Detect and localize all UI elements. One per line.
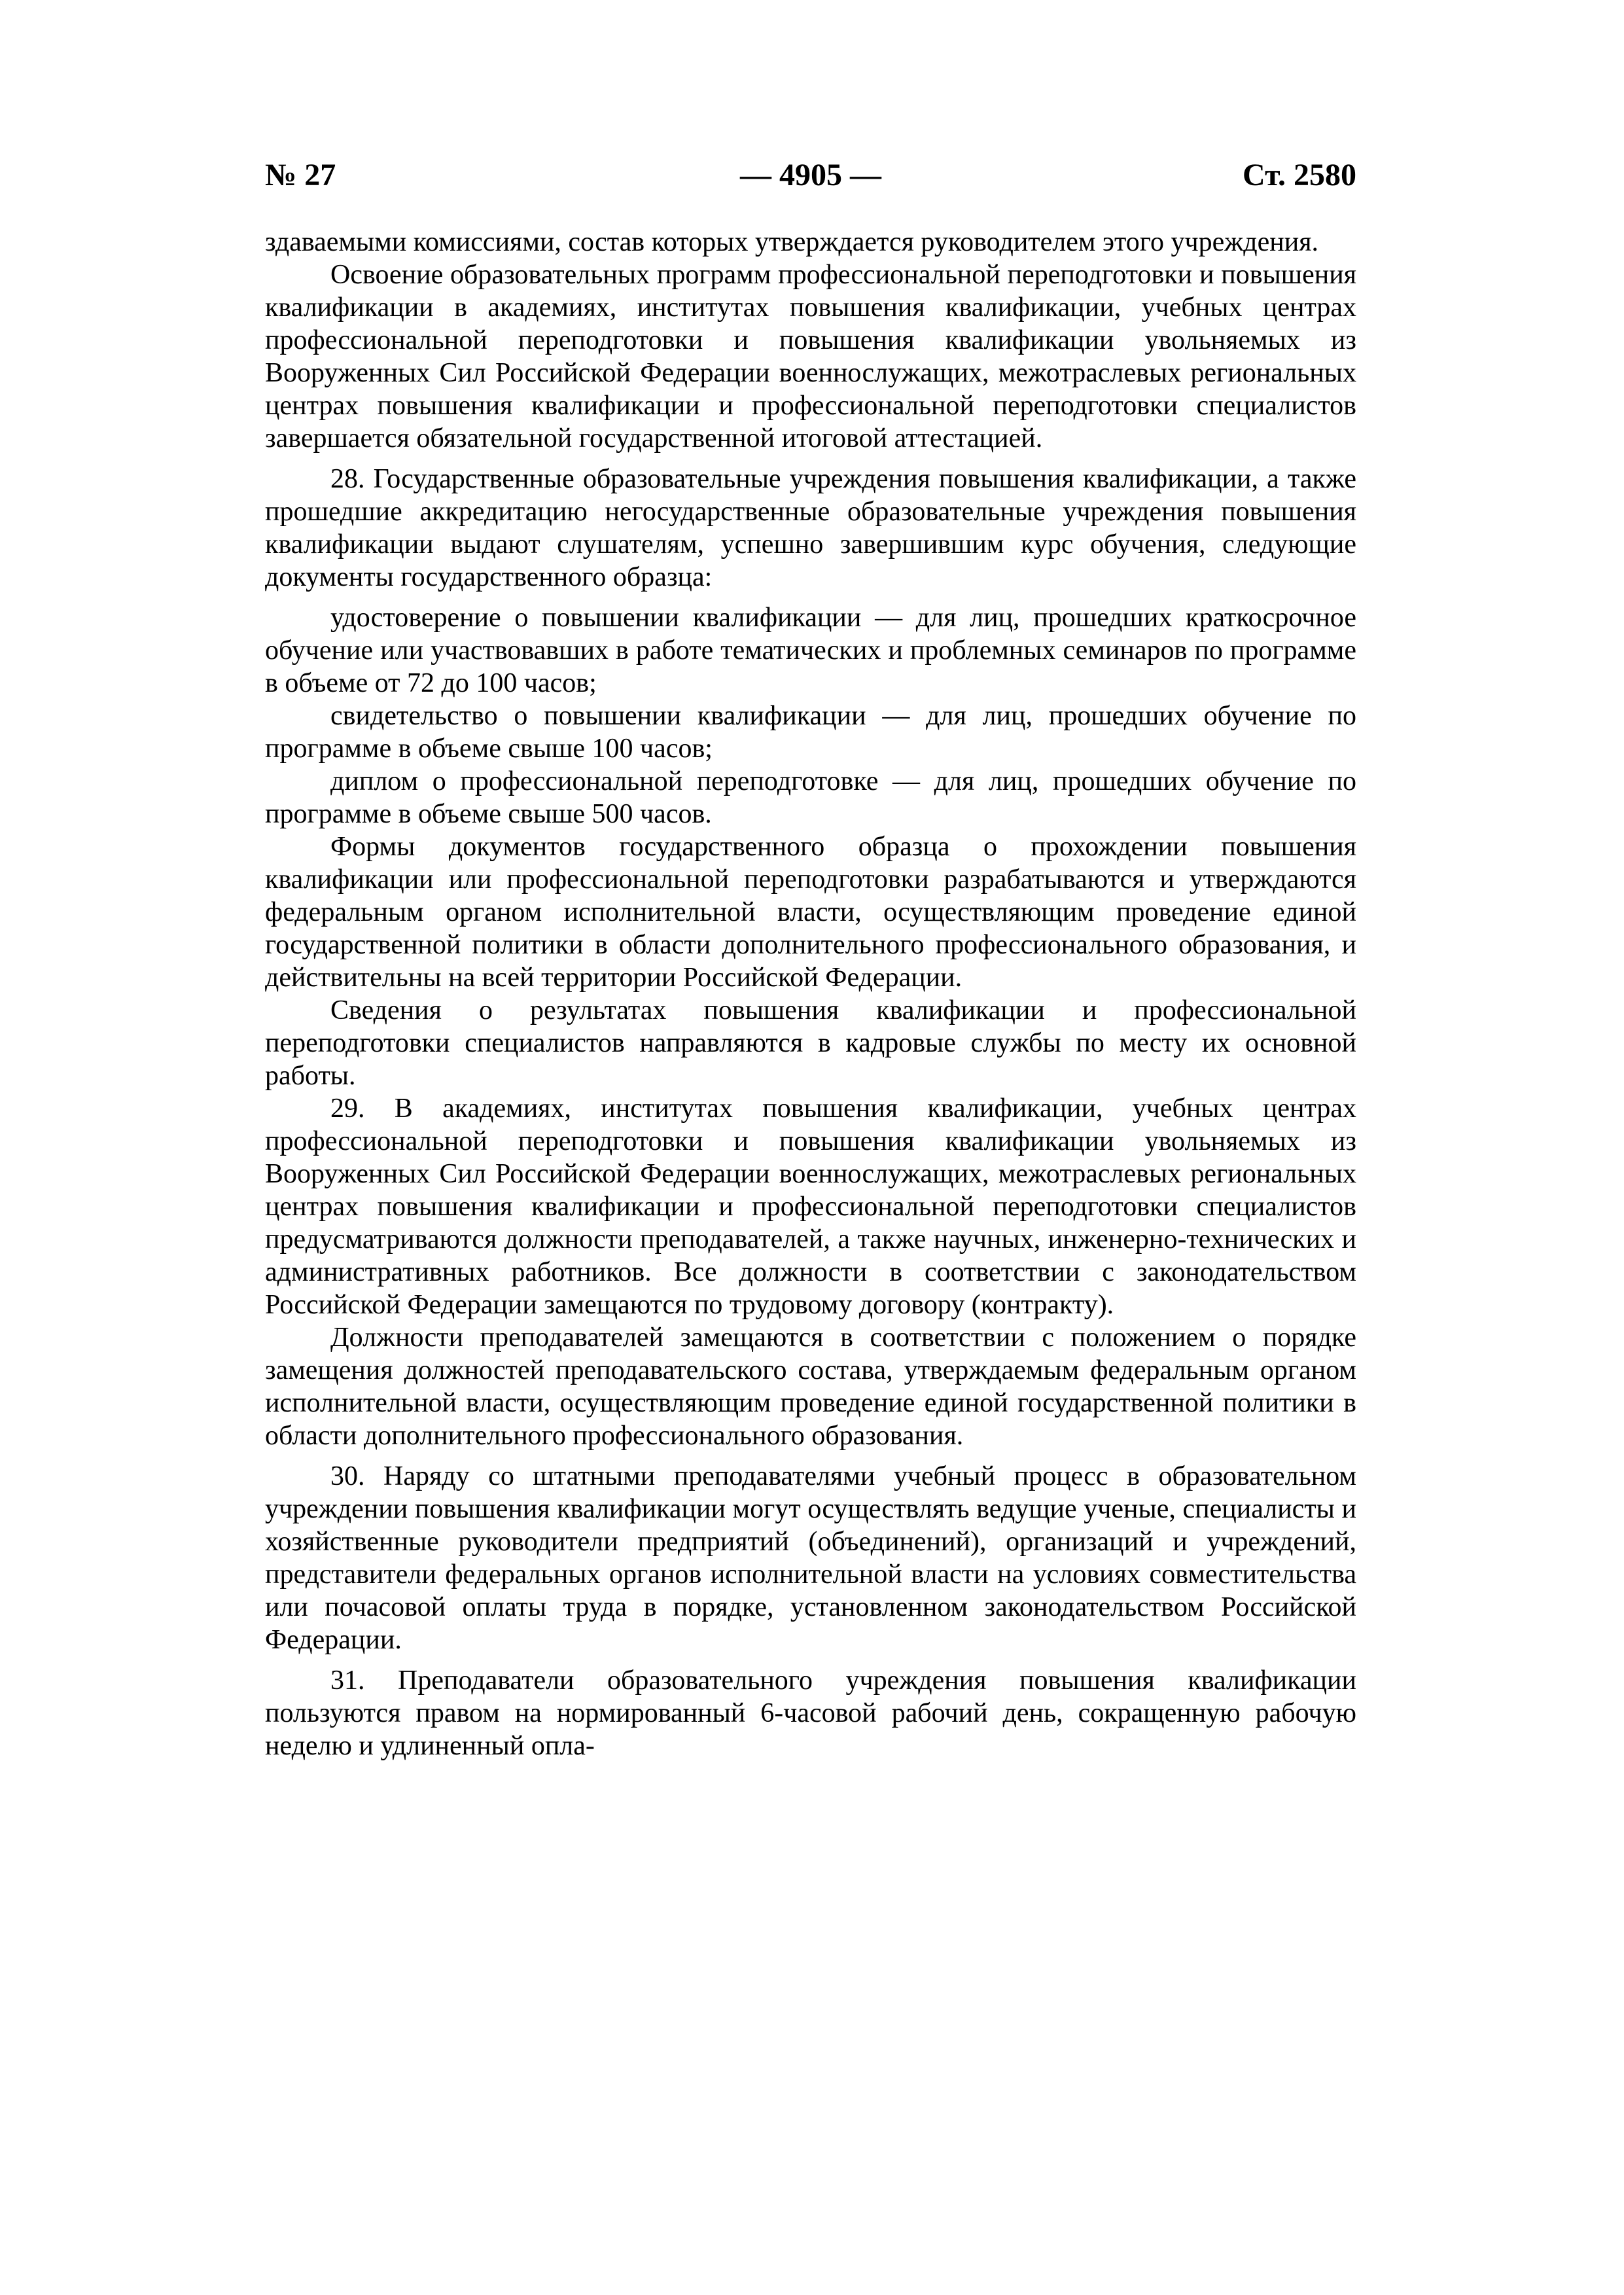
clause-28: 28. Государственные образовательные учреждения повышения квалификации, а также прошедшие аккредитацию негосударственные образовательные учреждения повышения квалификации выдают слушателям, успешно завершившим курс обучения, следующие документы государственного образца: bbox=[265, 464, 1356, 592]
article-number: Ст. 2580 bbox=[1243, 158, 1356, 192]
paragraph: Сведения о результатах повышения квалификации и профессиональной переподготовки специалистов направляются в кадровые службы по месту их основной работы. bbox=[265, 995, 1356, 1091]
issue-number: № 27 bbox=[265, 158, 336, 192]
clause-30: 30. Наряду со штатными преподавателями учебный процесс в образовательном учреждении повышения квалификации могут осуществлять ведущие ученые, специалисты и хозяйственные руководители предприятий (объединений), организаций и учреждений, представители федеральных органов исполнительной власти на условиях совместительства или почасовой оплаты труда в порядке, установленном законодательством Российской Федерации. bbox=[265, 1461, 1356, 1655]
paragraph: Формы документов государственного образца о прохождении повышения квалификации или профессиональной переподготовки разрабатываются и утверждаются федеральным органом исполнительной власти, осуществляющим проведение единой государственной политики в области дополнительного профессионального образования, и действительны на всей территории Российской Федерации. bbox=[265, 832, 1356, 993]
running-head bbox=[265, 149, 1356, 202]
body-text bbox=[265, 226, 1356, 1762]
list-item-diploma: диплом о профессиональной переподготовке — для лиц, прошедших обучение по программе в объеме свыше 500 часов. bbox=[265, 766, 1356, 829]
list-item-svidetelstvo: свидетельство о повышении квалификации — для лиц, прошедших обучение по программе в объеме свыше 100 часов; bbox=[265, 701, 1356, 764]
list-item-certificate: удостоверение о повышении квалификации — для лиц, прошедших краткосрочное обучение или участвовавших в работе тематических и проблемных семинаров по программе в объеме от 72 до 100 часов; bbox=[265, 603, 1356, 698]
paragraph-continuation: здаваемыми комиссиями, состав которых утверждается руководителем этого учреждения. bbox=[265, 227, 1319, 257]
page-number: — 4905 — bbox=[740, 158, 881, 192]
clause-29: 29. В академиях, институтах повышения квалификации, учебных центрах профессиональной переподготовки и повышения квалификации увольняемых из Вооруженных Сил Российской Федерации военнослужащих, межотраслевых региональных центрах повышения квалификации и профессиональной переподготовки специалистов предусматриваются должности преподавателей, а также научных, инженерно-технических и административных работников. Все должности в соответствии с законодательством Российской Федерации замещаются по трудовому договору (контракту). bbox=[265, 1094, 1356, 1320]
clause-31: 31. Преподаватели образовательного учреждения повышения квалификации пользуются правом на нормированный 6-часовой рабочий день, сокращенную рабочую неделю и удлиненный опла- bbox=[265, 1665, 1356, 1761]
paragraph: Освоение образовательных программ профессиональной переподготовки и повышения квалификации в академиях, институтах повышения квалификации, учебных центрах профессиональной переподготовки и повышения квалификации увольняемых из Вооруженных Сил Российской Федерации военнослужащих, межотраслевых региональных центрах повышения квалификации и профессиональной переподготовки специалистов завершается обязательной государственной итоговой аттестацией. bbox=[265, 260, 1356, 454]
paragraph: Должности преподавателей замещаются в соответствии с положением о порядке замещения должностей преподавательского состава, утверждаемым федеральным органом исполнительной власти, осуществляющим проведение единой государственной политики в области дополнительного профессионального образования. bbox=[265, 1323, 1356, 1451]
